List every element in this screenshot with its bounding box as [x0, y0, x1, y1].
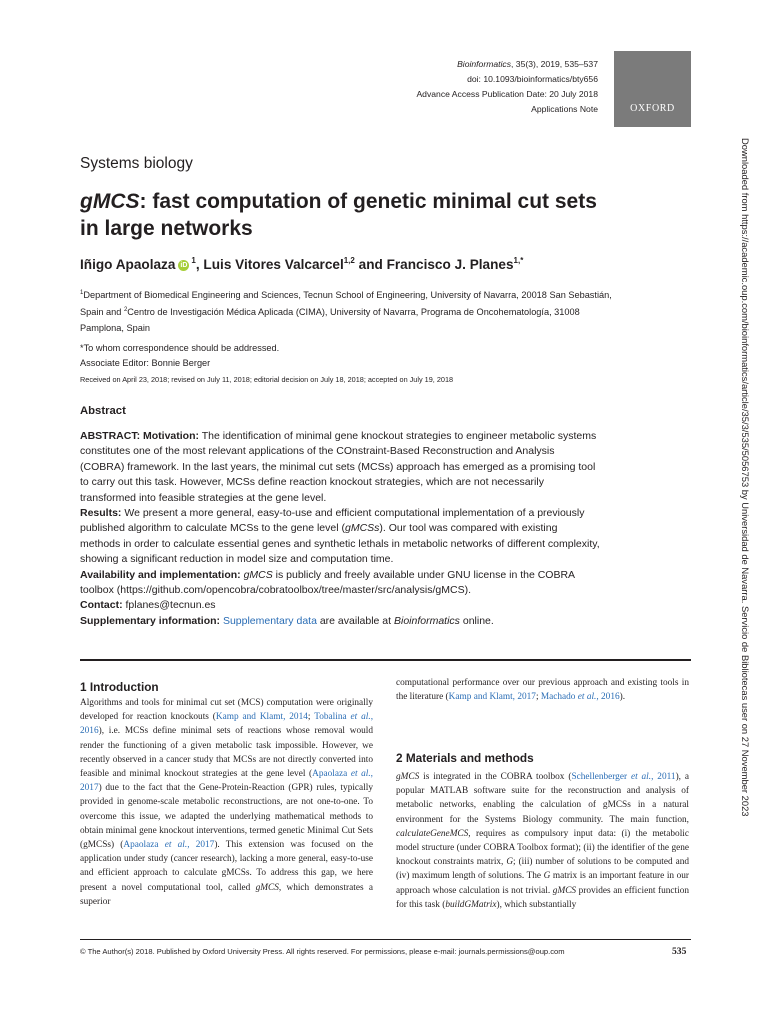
introduction-text: Algorithms and tools for minimal cut set (MCS) computation were originally developed for reaction knockouts (Kamp and Klamt, 2014; Tobalina et al., 2016), i.e. MCSs define minimal sets of reactions whose removal would render the functioning of a given metabolic task impossible. However, we recently observed in a cancer study that MCSs are not directly converted into feasible and minimal knockout strategies at the gene level (Apaolaza et al., 2017) due to the fact that the Gene-Protein-Reaction (GPR) rules, typically provided in genome-scale metabolic reconstructions, are not one-to-one. To overcome this issue, we adapted the underlying mathematical methods to obtain minimal gene knockout interventions, termed genetic Minimal Cut Sets (gMCSs) (Apaolaza et al., 2017). This extension was focused on the application under study (cancer research), lacking a more general, easy-to-use and efficient approach to calculate gMCSs. To address this gap, we here present a novel computational tool, called gMCS, which demonstrates a superior — [80, 698, 374, 907]
abstract-supplementary: Supplementary information: Supplementary data are available at Bioinformatics online. — [80, 614, 494, 627]
author-1[interactable]: Iñigo Apaolaza — [80, 257, 176, 272]
doi[interactable]: doi: 10.1093/bioinformatics/bty656 — [467, 74, 598, 84]
citation-link[interactable]: Kamp and Klamt, 2014 — [215, 712, 308, 723]
publisher-logo-text: OXFORD — [630, 103, 675, 114]
publisher-logo — [614, 51, 691, 127]
article-type: Applications Note — [531, 104, 598, 114]
abstract-motivation: ABSTRACT: Motivation: The identification of minimal gene knockout strategies to engineer metabolic systems constitutes one of the most relevant applications of the COnstraint-Based Reconstruction and Analysis (COBRA) framework. In the last years, the minimal cut sets (MCSs) approach has emerged as a promising tool to carry out this task. However, MCSs define reaction knockout strategies, which are not necessarily transformed into feasible strategies at the gene level. — [80, 430, 597, 504]
citation-link[interactable]: Schellenberger et al., 2011 — [571, 772, 676, 782]
citation-link[interactable]: Tobalina et al., 2016 — [80, 712, 374, 737]
introduction-continued: computational performance over our previous approach and existing tools in the literature (Kamp and Klamt, 2017; Machado et al., 2016). — [396, 678, 689, 703]
copyright-notice: © The Author(s) 2018. Published by Oxford University Press. All rights reserved. For permissions, please e-mail: journals.permissions@oup.com — [80, 947, 565, 956]
contact-email[interactable]: fplanes@tecnun.es — [122, 599, 216, 612]
citation-link[interactable]: Apaolaza et al., 2017 — [123, 840, 215, 851]
methods-text: gMCS is integrated in the COBRA toolbox (Schellenberger et al., 2011), a popular MATLAB software suite for the reconstruction and analysis of metabolic networks, enabling the calculation of gMCSs in a natural environment for the Systems Biology community. The main function, calculateGeneMCS, requires as compulsory input data: (i) the metabolic model structure (under COBRA Toolbox format); (ii) the identifier of the gene knockout constraints matrix, G; (iii) number of solutions to be computed and (iv) maximum length of solutions. The G matrix is an important feature in our approach whose calculation is not trivial. gMCS provides an efficient function for this task (buildGMatrix), which substantially — [396, 772, 689, 910]
abstract-heading: Abstract — [80, 405, 126, 417]
author-2[interactable]: , Luis Vitores Valcarcel — [195, 257, 344, 272]
paper-title: gMCS: fast computation of genetic minimal cut sets in large networks — [80, 190, 597, 240]
introduction-heading: 1 Introduction — [80, 680, 159, 694]
supplementary-link[interactable]: Supplementary data — [222, 614, 317, 627]
abstract-body — [80, 429, 600, 629]
methods-heading: 2 Materials and methods — [396, 751, 534, 765]
correspondence-note: *To whom correspondence should be addressed. — [80, 343, 280, 353]
journal-metadata — [416, 57, 598, 117]
abstract-availability: Availability and implementation: gMCS is publicly and freely available under GNU license in the COBRA toolbox (https://github.com/opencobra/cobratoolbox/tree/master/src/analysis/gMCS). — [80, 568, 575, 597]
author-3[interactable]: and Francisco J. Planes — [354, 257, 514, 272]
received-dates: Received on April 23, 2018; revised on July 11, 2018; editorial decision on July 18, 2018; accepted on July 19, 2018 — [80, 375, 454, 384]
citation-link[interactable]: Kamp and Klamt, 2017 — [448, 692, 536, 703]
abstract-results: Results: We present a more general, easy-to-use and efficient computational implementation of a previously published algorithm to calculate MCSs to the gene level (gMCSs). Our tool was compared with existing methods in order to calculate essential genes and synthetic lethals in metabolic networks of different complexity, showing a significant reduction in model size and computation time. — [80, 507, 600, 566]
section-type: Systems biology — [80, 155, 193, 172]
download-watermark: Downloaded from https://academic.oup.com/bioinformatics/article/35/3/535/5056753 by Universidad de Navarra. Servicio de Bibliotecas user on 27 November 2023 — [740, 138, 751, 817]
citation-link[interactable]: Apaolaza et al., 2017 — [80, 769, 373, 794]
publication-date: Advance Access Publication Date: 20 July 2018 — [416, 89, 598, 99]
author-list: Iñigo Apaolaza $iD^1$, Luis Vitores Valcarcel$^{1,2}$ and Francisco J. Planes$^{1,*}$ — [80, 256, 524, 272]
orcid-icon[interactable]: iD — [180, 261, 188, 269]
affiliations: $^1$Department of Biomedical Engineering and Sciences, Tecnun School of Engineering, University of Navarra, 20018 San Sebastián, Spain and $^2$Centro de Investigación Médica Aplicada (CIMA), University of Navarra, Programa de Oncohematología, 31008 Pamplona, Spain — [80, 290, 612, 333]
associate-editor: Associate Editor: Bonnie Berger — [80, 358, 211, 368]
correspondence-block — [80, 341, 620, 371]
citation: Bioinformatics, 35(3), 2019, 535–537 — [457, 59, 598, 69]
page-number: 535 — [672, 946, 687, 957]
section-divider — [80, 659, 691, 661]
abstract-contact: Contact: fplanes@tecnun.es — [80, 599, 216, 612]
citation-link[interactable]: Machado et al., 2016 — [540, 692, 620, 703]
footer-rule — [80, 939, 691, 940]
